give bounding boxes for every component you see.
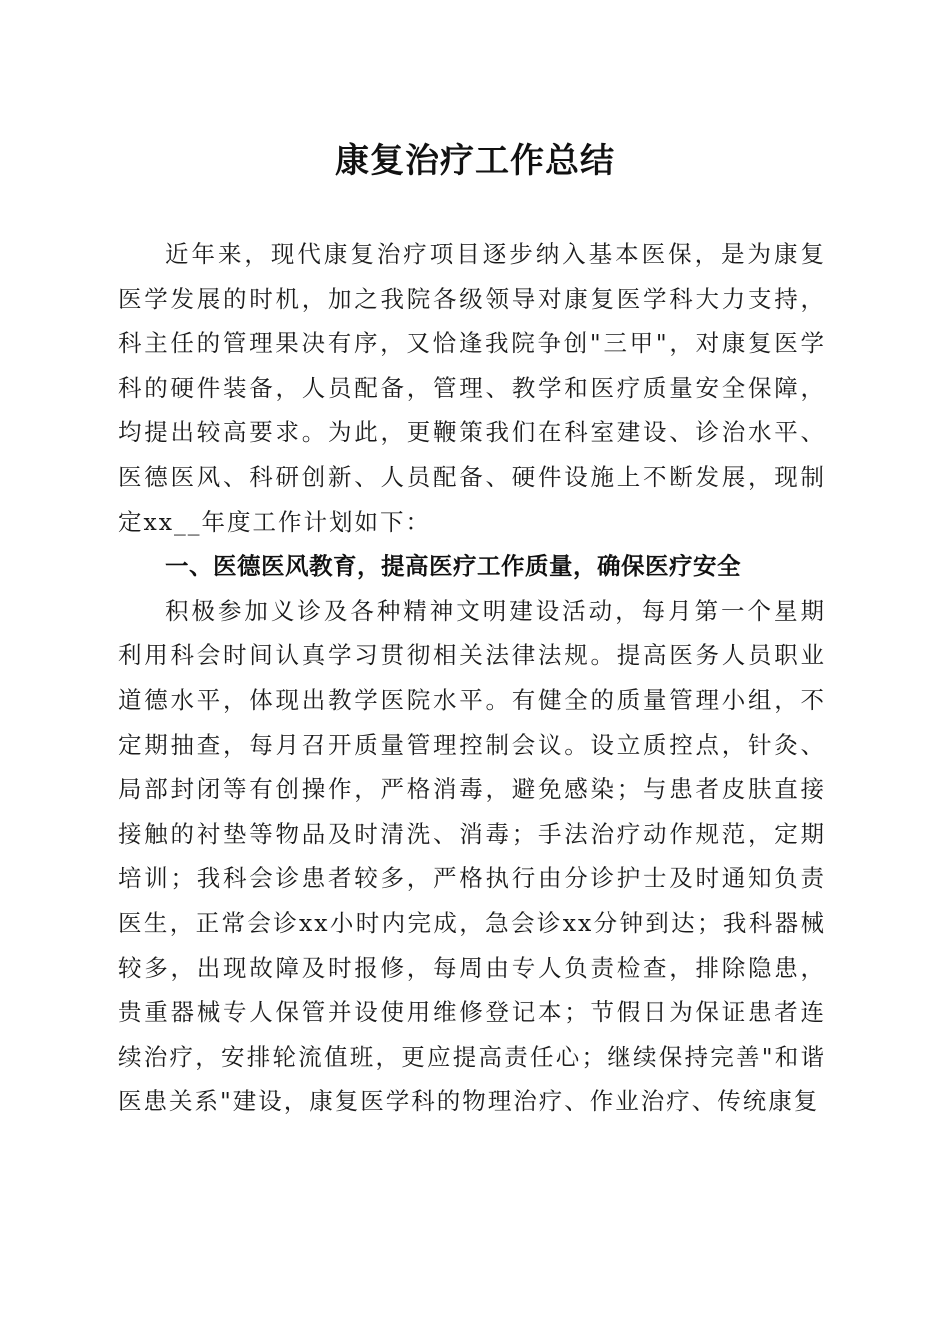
section-heading-1: 一、医德医风教育，提高医疗工作质量，确保医疗安全 [165,552,741,581]
document-title: 康复治疗工作总结 [335,141,615,181]
intro-paragraph: 近年来，现代康复治疗项目逐步纳入基本医保，是为康复医学发展的时机，加之我院各级领导对康复医学科大力支持，科主任的管理果决有序，又恰逢我院争创"三甲"，对康复医学科的硬件装备，人员配备，管理、教学和医疗质量安全保障，均提出较高要求。为此，更鞭策我们在科室建设、诊治水平、医德医风、科研创新、人员配备、硬件设施上不断发展，现制定xx__年度工作计划如下： [118,240,826,536]
document-body [118,232,826,1124]
section-1-paragraph: 积极参加义诊及各种精神文明建设活动，每月第一个星期利用科会时间认真学习贯彻相关法律法规。提高医务人员职业道德水平，体现出教学医院水平。有健全的质量管理小组，不定期抽查，每月召开质量管理控制会议。设立质控点，针灸、局部封闭等有创操作，严格消毒，避免感染；与患者皮肤直接接触的衬垫等物品及时清洗、消毒；手法治疗动作规范，定期培训；我科会诊患者较多，严格执行由分诊护士及时通知负责医生，正常会诊xx小时内完成，急会诊xx分钟到达；我科器械较多，出现故障及时报修，每周由专人负责检查，排除隐患，贵重器械专人保管并设使用维修登记本；节假日为保证患者连续治疗，安排轮流值班，更应提高责任心；继续保持完善"和谐医患关系"建设，康复医学科的物理治疗、作业治疗、传统康复 [118,596,826,1116]
